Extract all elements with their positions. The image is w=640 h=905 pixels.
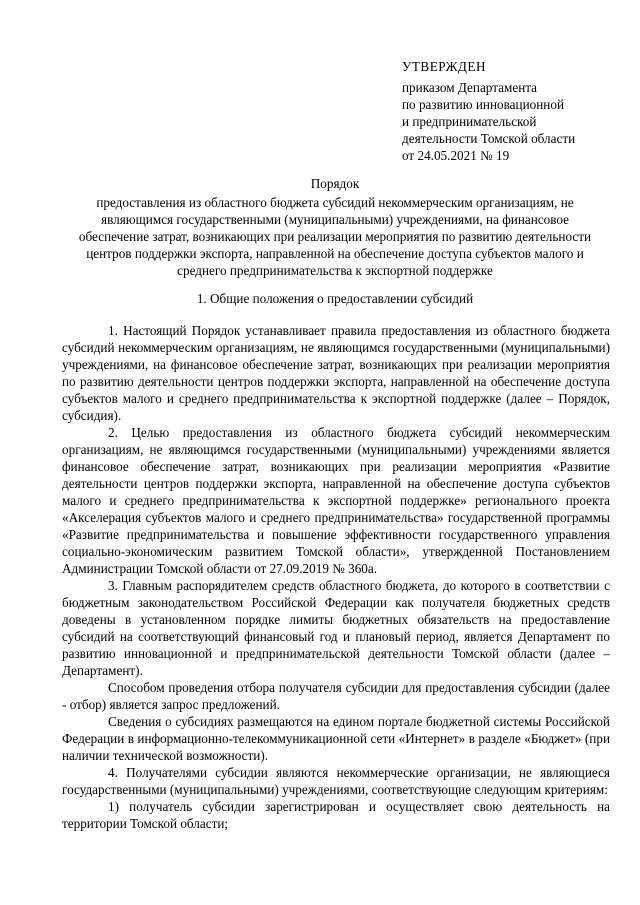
paragraph: 4. Получателями субсидии являются некоммерческие организации, не являющиеся государственными (муниципальными) учреждениями, соответствующие следующим критериям:: [62, 765, 610, 797]
paragraph: Сведения о субсидиях размещаются на едином портале бюджетной системы Российской Федерации в информационно-телекоммуникационной сети «Интернет» в разделе «Бюджет» (при наличии технической возможности).: [62, 714, 610, 763]
approval-line: и предпринимательской: [402, 114, 537, 129]
approval-line: приказом Департамента: [402, 80, 538, 95]
title-line: среднего предпринимательства к экспортной поддержке: [177, 263, 493, 278]
title-line: предоставления из областного бюджета субсидий некоммерческим организациям, не: [96, 195, 574, 210]
title-line: центров поддержки экспорта, направленной на обеспечение доступа субъектов малого и: [86, 246, 584, 261]
section-heading: 1. Общие положения о предоставлении субсидий: [196, 291, 474, 306]
approval-line: деятельности Томской области: [402, 131, 576, 146]
paragraph: Способом проведения отбора получателя субсидии для предоставления субсидии (далее - отбор) является запрос предложений.: [62, 680, 610, 712]
approval-line: от 24.05.2021 № 19: [402, 148, 510, 163]
paragraph: 1. Настоящий Порядок устанавливает правила предоставления из областного бюджета субсидий некоммерческим организациям, не являющимся государственными (муниципальными) учреждениями, на финансовое обеспечение затрат, возникающих при реализации мероприятия по развитию деятельности центров поддержки экспорта, направленной на обеспечение доступа субъектов малого и среднего предпринимательства к экспортной поддержке (далее – Порядок, субсидия).: [62, 323, 610, 423]
title-word: Порядок: [310, 176, 360, 191]
approval-heading: УТВЕРЖДЕН: [402, 59, 487, 74]
title-line: обеспечение затрат, возникающих при реализации мероприятия по развитию деятельности: [78, 229, 592, 244]
title-line: являющимся государственными (муниципальными) учреждениями, на финансовое: [101, 212, 569, 227]
paragraph: 1) получатель субсидии зарегистрирован и осуществляет свою деятельность на территории Томской области;: [62, 799, 610, 831]
paragraph: 2. Целью предоставления из областного бюджета субсидий некоммерческим организациям, не являющимся государственными (муниципальными) учреждениями является финансовое обеспечение затрат, возникающих при реализации мероприятия «Развитие деятельности центров поддержки экспорта, направленной на обеспечение доступа субъектов малого и среднего предпринимательства к экспортной поддержке» регионального проекта «Акселерация субъектов малого и среднего предпринимательства» государственной программы «Развитие предпринимательства и повышение эффективности государственного управления социально-экономическим развитием Томской области», утвержденной Постановлением Администрации Томской области от 27.09.2019 № 360а.: [62, 425, 610, 576]
approval-stamp: [402, 58, 622, 164]
document-body: [62, 322, 610, 832]
paragraph: 3. Главным распорядителем средств областного бюджета, до которого в соответствии с бюджетным законодательством Российской Федерации как получателя бюджетных средств доведены в установленном порядке лимиты бюджетных обязательств на предоставление субсидий на соответствующий финансовый год и плановый период, является Департамент по развитию инновационной и предпринимательской деятельности Томской области (далее – Департамент).: [62, 578, 610, 678]
approval-line: по развитию инновационной: [402, 97, 565, 112]
document-title: [60, 175, 610, 279]
